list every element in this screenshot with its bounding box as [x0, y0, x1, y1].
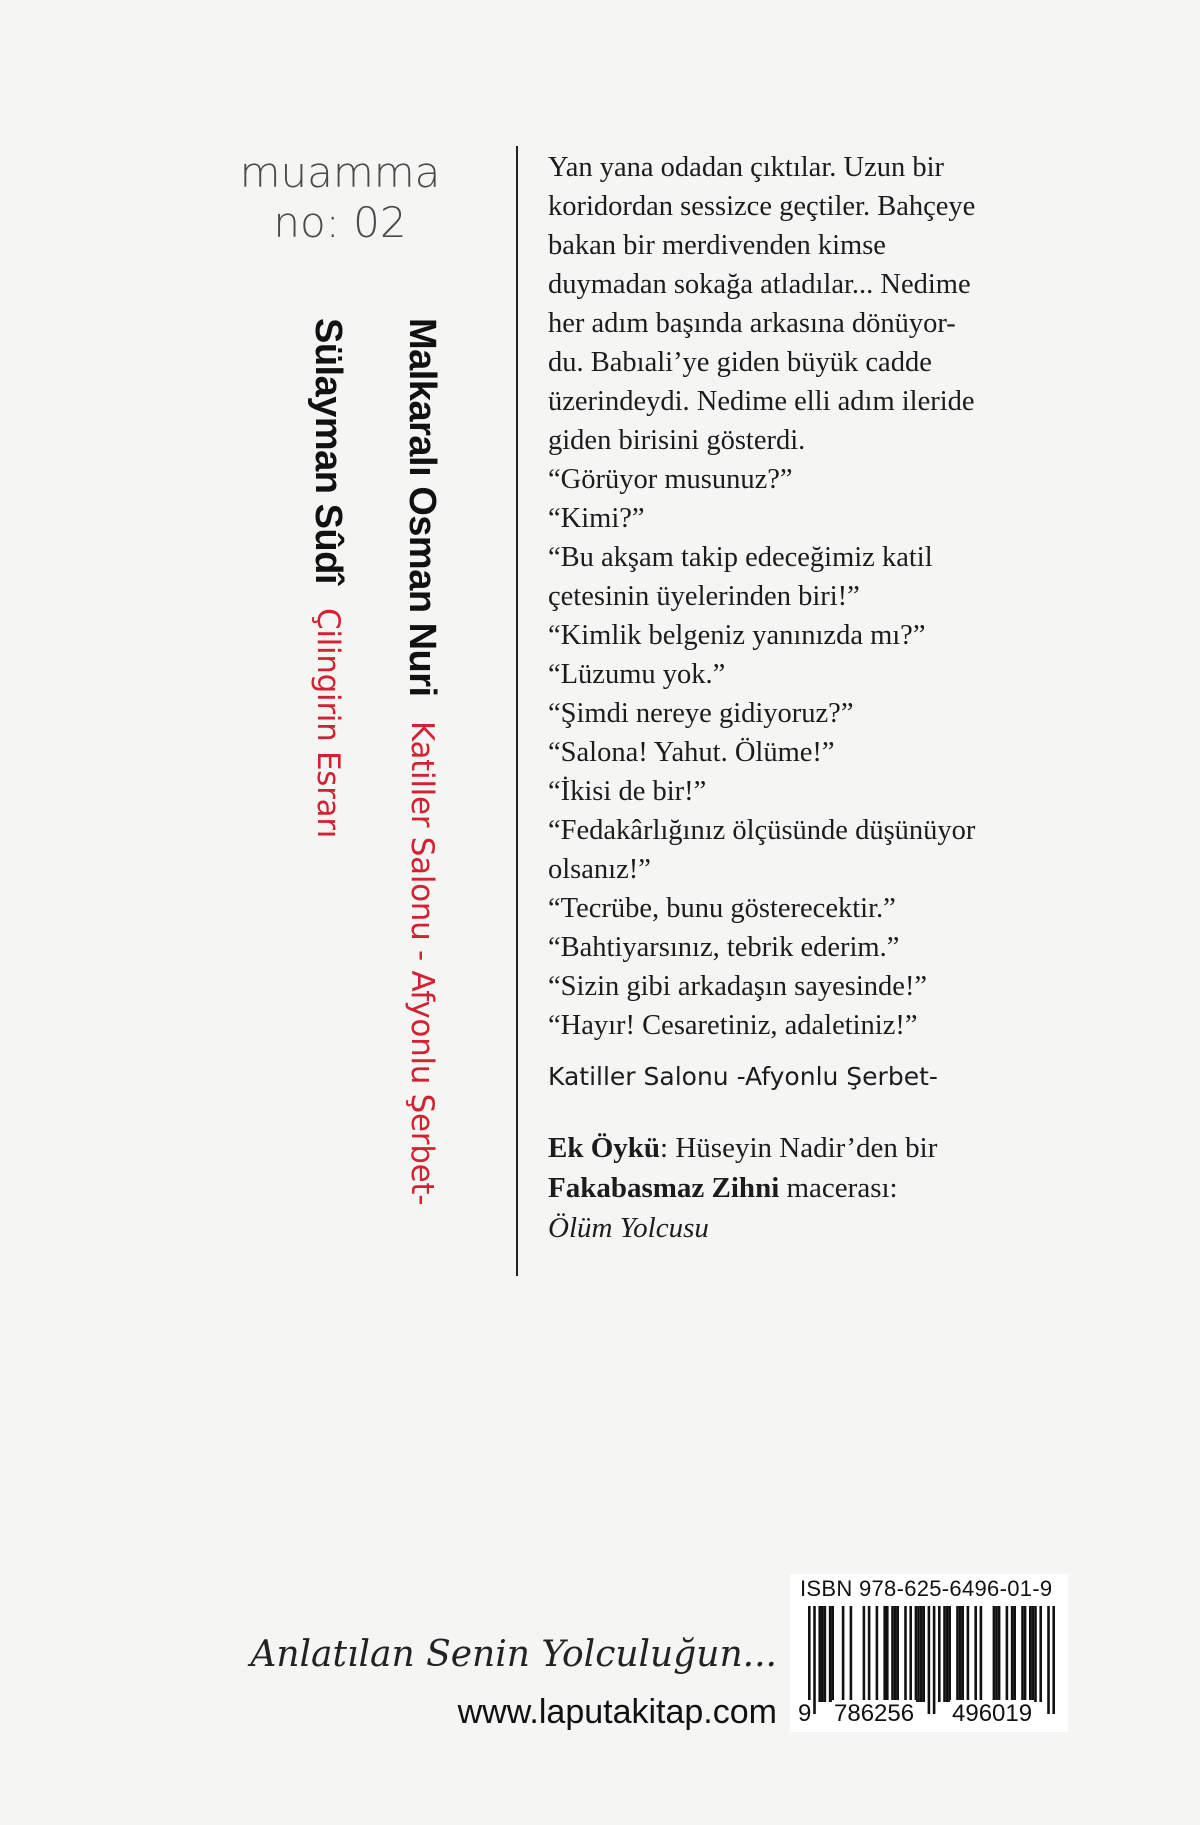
excerpt-line: “Bu akşam takip edeceğimiz katil	[548, 542, 933, 573]
barcode-digits-right: 496019	[952, 1700, 1033, 1727]
barcode-bar	[824, 1606, 827, 1702]
isbn-barcode-box	[790, 1574, 1068, 1732]
spine-column-1	[400, 318, 443, 1205]
barcode-bar	[1024, 1606, 1027, 1702]
barcode-bar	[959, 1606, 962, 1702]
barcode-bar	[821, 1606, 824, 1702]
barcode-bar	[1047, 1606, 1050, 1714]
publisher-slogan: Anlatılan Senin Yolculuğun...	[250, 1634, 777, 1675]
author-sulayman-sudi: Sülayman Sûdî	[307, 318, 349, 584]
series-label	[230, 148, 450, 248]
barcode-bar	[894, 1606, 897, 1702]
barcode-bar	[1039, 1606, 1042, 1702]
excerpt-text	[548, 148, 1068, 1045]
excerpt-line: du. Babıali’ye giden büyük cadde	[548, 347, 932, 378]
barcode-bar	[917, 1606, 920, 1702]
spine-column-2	[306, 318, 349, 838]
barcode-digit-first: 9	[798, 1700, 812, 1727]
barcode-bar	[883, 1606, 886, 1702]
barcode-bar	[1029, 1606, 1032, 1702]
excerpt-line: bakan bir merdivenden kimse	[548, 230, 886, 261]
excerpt-caption: Katiller Salonu -Afyonlu Şerbet-	[548, 1062, 938, 1091]
barcode-bar	[842, 1606, 845, 1702]
excerpt-line: duymadan sokağa atladılar... Nedime	[548, 269, 971, 300]
extra-story	[548, 1128, 1088, 1248]
excerpt-line: giden birisini gösterdi.	[548, 425, 806, 456]
barcode-digits-left: 786256	[834, 1700, 915, 1727]
barcode-bar	[995, 1606, 998, 1702]
excerpt-line: “Salona! Yahut. Ölüme!”	[548, 737, 835, 768]
barcode-bar	[876, 1606, 879, 1702]
barcode-bar	[904, 1606, 907, 1702]
barcode-bar	[831, 1606, 834, 1702]
barcode-bar	[1021, 1606, 1024, 1702]
barcode-bar	[886, 1606, 889, 1702]
excerpt-line: “Sizin gibi arkadaşın sayesinde!”	[548, 971, 928, 1002]
excerpt-line: “İkisi de bir!”	[548, 776, 707, 807]
author-osman-nuri: Malkaralı Osman Nuri	[401, 318, 443, 697]
excerpt-line: üzerindeydi. Nedime elli adım ileride	[548, 386, 975, 417]
excerpt-line: “Tecrübe, bunu gösterecektir.”	[548, 893, 896, 924]
barcode-bar	[1011, 1606, 1014, 1702]
excerpt-line: “Görüyor musunuz?”	[548, 464, 793, 495]
excerpt-line: olsanız!”	[548, 854, 651, 885]
series-number: no: 02	[273, 198, 407, 247]
excerpt-line: Yan yana odadan çıktılar. Uzun bir	[548, 152, 945, 183]
barcode-bar	[915, 1606, 918, 1702]
barcode-bar	[818, 1606, 821, 1702]
barcode-bar	[1032, 1606, 1035, 1702]
extra-story-text1: : Hüseyin Nadir’den bir	[660, 1132, 938, 1164]
excerpt-line: “Lüzumu yok.”	[548, 659, 726, 690]
divider-line	[516, 146, 518, 1276]
extra-story-label: Ek Öykü	[548, 1132, 661, 1164]
extra-story-hero: Fakabasmaz Zihni	[548, 1172, 780, 1204]
barcode-bar	[922, 1606, 925, 1702]
publisher-website: www.laputakitap.com	[457, 1693, 777, 1731]
barcode-bar	[974, 1606, 977, 1702]
barcode-bar	[946, 1606, 949, 1702]
isbn-label: ISBN 978-625-6496-01-9	[800, 1576, 1053, 1601]
barcode-bar	[998, 1606, 1001, 1702]
work-cilingirin-esrari: Çilingirin Esrarı	[310, 607, 346, 838]
excerpt-line: “Şimdi nereye gidiyoruz?”	[548, 698, 854, 729]
excerpt-line: “Kimi?”	[548, 503, 645, 534]
barcode-bar	[961, 1606, 964, 1702]
barcode-bar	[948, 1606, 951, 1702]
excerpt-line: “Kimlik belgeniz yanınızda mı?”	[548, 620, 926, 651]
barcode-bar	[896, 1606, 899, 1702]
barcode-bar	[863, 1606, 866, 1702]
barcode-bar	[928, 1606, 931, 1714]
excerpt-line: her adım başında arkasına dönüyor-	[548, 308, 956, 339]
barcode-bar	[1052, 1606, 1055, 1714]
barcode-bar	[956, 1606, 959, 1702]
barcode-bar	[850, 1606, 853, 1702]
barcode-bar	[938, 1606, 941, 1702]
barcode-bar	[1034, 1606, 1037, 1702]
barcode-bar	[909, 1606, 912, 1702]
barcode-bar	[943, 1606, 946, 1702]
excerpt-line: “Fedakârlığınız ölçüsünde düşünüyor	[548, 815, 976, 846]
barcode-bar	[1013, 1606, 1016, 1702]
series-name: muamma	[239, 148, 441, 197]
barcode-bar	[933, 1606, 936, 1714]
excerpt-line: koridordan sessizce geçtiler. Bahçeye	[548, 191, 976, 222]
barcode-bar	[967, 1606, 970, 1702]
barcode-bar	[868, 1606, 871, 1702]
barcode-bar	[980, 1606, 983, 1702]
excerpt-line: çetesinin üyelerinden biri!”	[548, 581, 860, 612]
extra-story-text2: macerası:	[779, 1172, 898, 1204]
excerpt-line: “Bahtiyarsınız, tebrik ederim.”	[548, 932, 900, 963]
extra-story-title: Ölüm Yolcusu	[548, 1212, 709, 1244]
work-katiller-salonu: Katiller Salonu - Afyonlu Şerbet-	[404, 720, 440, 1205]
barcode-bar	[808, 1606, 811, 1714]
barcode-bar	[891, 1606, 894, 1702]
barcode-bar	[813, 1606, 816, 1714]
excerpt-line: “Hayır! Cesaretiniz, adaletiniz!”	[548, 1010, 918, 1041]
barcode-bar	[1006, 1606, 1009, 1702]
barcode-bar	[993, 1606, 996, 1702]
barcode-bar	[920, 1606, 923, 1702]
barcode-bar	[829, 1606, 832, 1702]
